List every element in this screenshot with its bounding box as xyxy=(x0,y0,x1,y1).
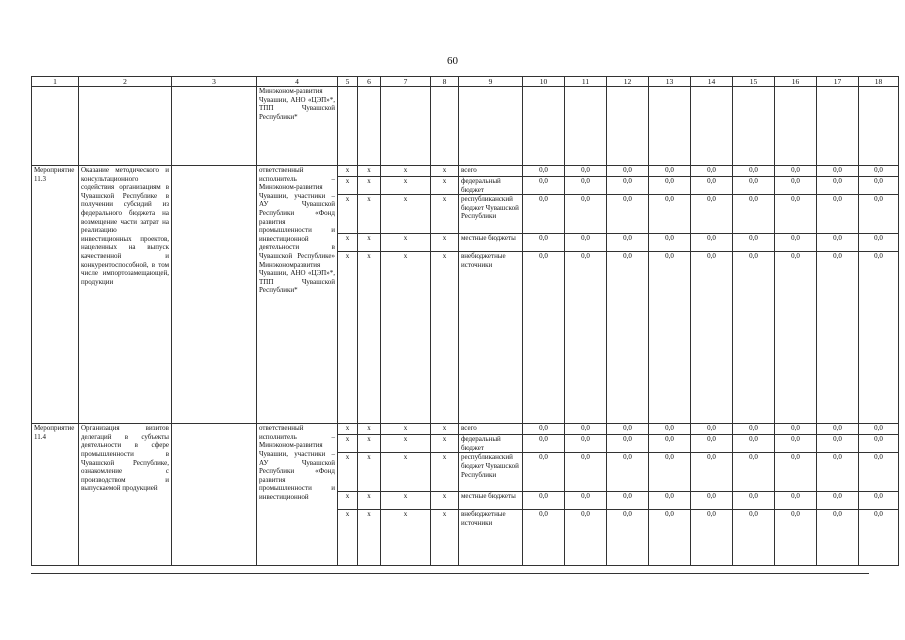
amount-cell: 0,0 xyxy=(775,435,817,453)
code-mark: x xyxy=(358,195,381,234)
funding-source: внебюджетные источники xyxy=(459,252,523,424)
amount-cell: 0,0 xyxy=(817,177,859,195)
executor-cell xyxy=(257,166,338,424)
amount-cell: 0,0 xyxy=(733,424,775,435)
code-mark: x xyxy=(358,492,381,510)
amount-cell: 0,0 xyxy=(817,435,859,453)
code-mark: x xyxy=(431,435,459,453)
amount-cell: 0,0 xyxy=(817,252,859,424)
amount-cell: 0,0 xyxy=(565,195,607,234)
amount-cell: 0,0 xyxy=(859,424,899,435)
amount-cell: 0,0 xyxy=(775,252,817,424)
amount-cell: 0,0 xyxy=(649,166,691,177)
amount-cell: 0,0 xyxy=(775,177,817,195)
amount-cell: 0,0 xyxy=(649,492,691,510)
event-name: Организация визитов делегаций в субъекты деятельности в сфере промышленности в Чувашской Республике, ознакомление с производством и выпускаемой продукцией xyxy=(79,424,172,566)
amount-cell: 0,0 xyxy=(565,435,607,453)
executor-line: АУ Чувашской Республики «Фонд развития промышленности и инвестиционной деятельности в Чувашской Республике» Минэкономразвития Чувашии, АНО «ЦЭП»*, ТПП Чувашской Республики* xyxy=(259,200,335,295)
code-mark: x xyxy=(431,252,459,424)
continuation-row xyxy=(32,87,899,166)
page-number: 60 xyxy=(447,55,458,67)
amount-cell: 0,0 xyxy=(691,234,733,252)
code-mark: x xyxy=(358,424,381,435)
amount-cell: 0,0 xyxy=(775,234,817,252)
amount-cell: 0,0 xyxy=(607,177,649,195)
code-mark: x xyxy=(431,166,459,177)
funding-row xyxy=(32,166,899,177)
code-mark: x xyxy=(338,177,358,195)
col-header: 11 xyxy=(565,77,607,87)
amount-cell: 0,0 xyxy=(817,510,859,566)
executor-line: Минэконом-развития Чувашии, участники – xyxy=(259,183,335,200)
funding-source: местные бюджеты xyxy=(459,234,523,252)
amount-cell: 0,0 xyxy=(565,252,607,424)
amount-cell: 0,0 xyxy=(691,435,733,453)
amount-cell: 0,0 xyxy=(691,252,733,424)
amount-cell: 0,0 xyxy=(775,492,817,510)
code-mark: x xyxy=(338,195,358,234)
amount-cell: 0,0 xyxy=(523,424,565,435)
code-mark: x xyxy=(338,424,358,435)
header-row xyxy=(32,77,899,87)
code-mark: x xyxy=(381,424,431,435)
executor-line: Минэконом-развития Чувашии, участники – xyxy=(259,441,335,458)
code-mark: x xyxy=(431,492,459,510)
amount-cell: 0,0 xyxy=(649,424,691,435)
code-mark: x xyxy=(338,234,358,252)
amount-cell: 0,0 xyxy=(691,510,733,566)
code-mark: x xyxy=(338,453,358,492)
code-mark: x xyxy=(358,177,381,195)
amount-cell: 0,0 xyxy=(817,195,859,234)
funding-source: республиканский бюджет Чувашской Республики xyxy=(459,195,523,234)
amount-cell: 0,0 xyxy=(733,435,775,453)
code-mark: x xyxy=(381,177,431,195)
amount-cell: 0,0 xyxy=(691,177,733,195)
amount-cell: 0,0 xyxy=(649,453,691,492)
executor-line: ответственный исполнитель – xyxy=(259,424,335,441)
amount-cell: 0,0 xyxy=(607,492,649,510)
amount-cell: 0,0 xyxy=(691,492,733,510)
amount-cell: 0,0 xyxy=(607,424,649,435)
code-mark: x xyxy=(358,234,381,252)
code-mark: x xyxy=(358,435,381,453)
amount-cell: 0,0 xyxy=(859,510,899,566)
amount-cell: 0,0 xyxy=(607,435,649,453)
amount-cell: 0,0 xyxy=(817,424,859,435)
amount-cell: 0,0 xyxy=(607,166,649,177)
funding-source: внебюджетные источники xyxy=(459,510,523,566)
event-code: Мероприятие 11.4 xyxy=(32,424,79,566)
amount-cell: 0,0 xyxy=(523,195,565,234)
amount-cell: 0,0 xyxy=(649,195,691,234)
code-mark: x xyxy=(381,234,431,252)
amount-cell: 0,0 xyxy=(859,453,899,492)
amount-cell: 0,0 xyxy=(565,177,607,195)
code-mark: x xyxy=(431,177,459,195)
amount-cell: 0,0 xyxy=(775,166,817,177)
amount-cell: 0,0 xyxy=(733,195,775,234)
code-mark: x xyxy=(358,453,381,492)
col-header: 3 xyxy=(172,77,257,87)
code-mark: x xyxy=(381,166,431,177)
funding-source: федеральный бюджет xyxy=(459,177,523,195)
executor-line: ответственный исполнитель – xyxy=(259,166,335,183)
amount-cell: 0,0 xyxy=(649,252,691,424)
col-header: 17 xyxy=(817,77,859,87)
amount-cell: 0,0 xyxy=(565,234,607,252)
code-mark: x xyxy=(431,453,459,492)
code-mark: x xyxy=(431,424,459,435)
col-header: 15 xyxy=(733,77,775,87)
col-header: 2 xyxy=(79,77,172,87)
executor-cell: Минэконом-развития Чувашии, АНО «ЦЭП»*, ТПП Чувашской Республики* xyxy=(257,87,338,166)
col-header: 16 xyxy=(775,77,817,87)
bottom-rule xyxy=(31,573,869,574)
funding-source: всего xyxy=(459,424,523,435)
amount-cell: 0,0 xyxy=(859,492,899,510)
amount-cell: 0,0 xyxy=(523,177,565,195)
amount-cell: 0,0 xyxy=(523,234,565,252)
event-code: Мероприятие 11.3 xyxy=(32,166,79,424)
code-mark: x xyxy=(381,492,431,510)
code-mark: x xyxy=(381,453,431,492)
code-mark: x xyxy=(431,510,459,566)
amount-cell: 0,0 xyxy=(733,252,775,424)
amount-cell: 0,0 xyxy=(859,195,899,234)
amount-cell: 0,0 xyxy=(691,195,733,234)
amount-cell: 0,0 xyxy=(607,234,649,252)
amount-cell: 0,0 xyxy=(817,234,859,252)
amount-cell: 0,0 xyxy=(607,453,649,492)
amount-cell: 0,0 xyxy=(691,424,733,435)
code-mark: x xyxy=(338,492,358,510)
col-header: 5 xyxy=(338,77,358,87)
code-mark: x xyxy=(431,195,459,234)
amount-cell: 0,0 xyxy=(607,252,649,424)
amount-cell: 0,0 xyxy=(775,195,817,234)
amount-cell: 0,0 xyxy=(733,234,775,252)
amount-cell: 0,0 xyxy=(775,510,817,566)
funding-source: местные бюджеты xyxy=(459,492,523,510)
amount-cell: 0,0 xyxy=(817,492,859,510)
code-mark: x xyxy=(338,252,358,424)
amount-cell: 0,0 xyxy=(733,492,775,510)
amount-cell: 0,0 xyxy=(817,453,859,492)
funding-source: федеральный бюджет xyxy=(459,435,523,453)
amount-cell: 0,0 xyxy=(733,177,775,195)
executor-line: АУ Чувашской Республики «Фонд развития промышленности и инвестиционной xyxy=(259,458,335,501)
amount-cell: 0,0 xyxy=(859,166,899,177)
amount-cell: 0,0 xyxy=(775,424,817,435)
funding-row xyxy=(32,424,899,435)
funding-source: республиканский бюджет Чувашской Республики xyxy=(459,453,523,492)
col-header: 12 xyxy=(607,77,649,87)
amount-cell: 0,0 xyxy=(565,453,607,492)
amount-cell: 0,0 xyxy=(565,492,607,510)
amount-cell: 0,0 xyxy=(859,234,899,252)
col-header: 6 xyxy=(358,77,381,87)
amount-cell: 0,0 xyxy=(649,234,691,252)
amount-cell: 0,0 xyxy=(775,453,817,492)
amount-cell: 0,0 xyxy=(565,510,607,566)
amount-cell: 0,0 xyxy=(523,492,565,510)
code-mark: x xyxy=(358,166,381,177)
amount-cell: 0,0 xyxy=(565,166,607,177)
amount-cell: 0,0 xyxy=(817,166,859,177)
amount-cell: 0,0 xyxy=(649,435,691,453)
col-header: 14 xyxy=(691,77,733,87)
amount-cell: 0,0 xyxy=(649,510,691,566)
amount-cell: 0,0 xyxy=(859,435,899,453)
executor-cell xyxy=(257,424,338,566)
amount-cell: 0,0 xyxy=(733,510,775,566)
col-header: 4 xyxy=(257,77,338,87)
code-mark: x xyxy=(338,510,358,566)
amount-cell: 0,0 xyxy=(859,177,899,195)
amount-cell: 0,0 xyxy=(691,453,733,492)
col-header: 9 xyxy=(459,77,523,87)
col-header: 13 xyxy=(649,77,691,87)
amount-cell: 0,0 xyxy=(523,252,565,424)
amount-cell: 0,0 xyxy=(523,435,565,453)
col-header: 1 xyxy=(32,77,79,87)
code-mark: x xyxy=(381,195,431,234)
code-mark: x xyxy=(338,166,358,177)
amount-cell: 0,0 xyxy=(565,424,607,435)
amount-cell: 0,0 xyxy=(691,166,733,177)
code-mark: x xyxy=(381,435,431,453)
amount-cell: 0,0 xyxy=(733,166,775,177)
empty-cell xyxy=(172,424,257,566)
col-header: 18 xyxy=(859,77,899,87)
amount-cell: 0,0 xyxy=(607,510,649,566)
col-header: 7 xyxy=(381,77,431,87)
funding-source: всего xyxy=(459,166,523,177)
amount-cell: 0,0 xyxy=(523,510,565,566)
col-header: 10 xyxy=(523,77,565,87)
code-mark: x xyxy=(431,234,459,252)
code-mark: x xyxy=(381,252,431,424)
col-header: 8 xyxy=(431,77,459,87)
amount-cell: 0,0 xyxy=(523,166,565,177)
amount-cell: 0,0 xyxy=(649,177,691,195)
code-mark: x xyxy=(358,252,381,424)
amount-cell: 0,0 xyxy=(607,195,649,234)
code-mark: x xyxy=(381,510,431,566)
empty-cell xyxy=(172,166,257,424)
amount-cell: 0,0 xyxy=(859,252,899,424)
program-table xyxy=(31,76,899,566)
amount-cell: 0,0 xyxy=(523,453,565,492)
code-mark: x xyxy=(338,435,358,453)
amount-cell: 0,0 xyxy=(733,453,775,492)
event-name: Оказание методического и консультационного содействия организациям в Чувашской Республике в получении субсидий из федерального бюджета на возмещение части затрат на реализацию инвестиционных проектов, нацеленных на выпуск качественной и конкурентоспособной, в том числе импортозамещающей, продукции xyxy=(79,166,172,424)
code-mark: x xyxy=(358,510,381,566)
